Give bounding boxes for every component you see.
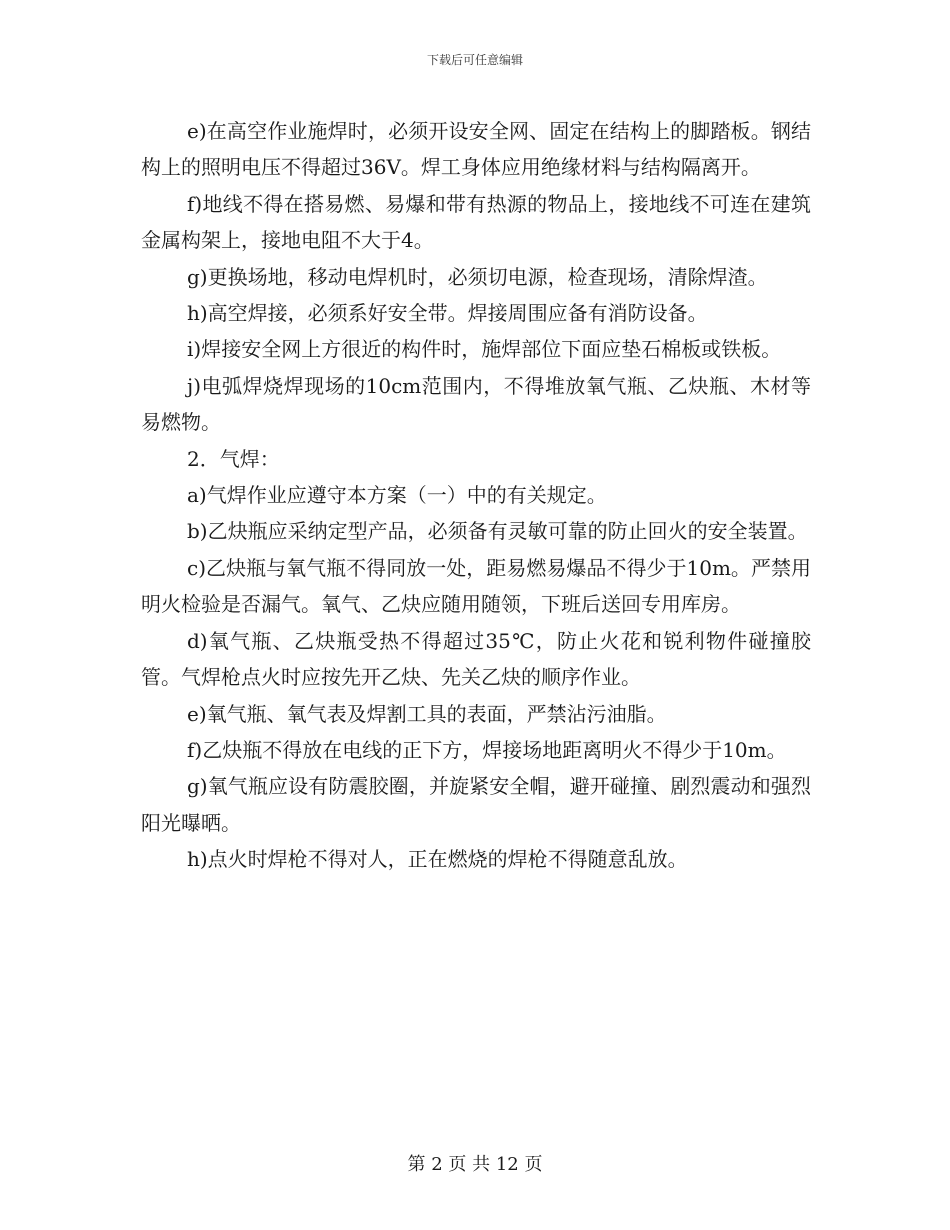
- paragraph-e-oil-grease: e)氧气瓶、氧气表及焊割工具的表面，严禁沾污油脂。: [187, 701, 667, 726]
- paragraph-c-bottle-storage: c)乙炔瓶与氧气瓶不得同放一处，距易燃易爆品不得少于10m。严禁用明火检验是否漏气。氧气、乙炔应随用随领，下班后送回专用库房。: [141, 555, 811, 617]
- paragraph-b-acetylene-bottle: b)乙炔瓶应采纳定型产品，必须备有灵敏可靠的防止回火的安全装置。: [187, 519, 808, 544]
- paragraph-a-gas-welding-rules: a)气焊作业应遵守本方案（一）中的有关规定。: [187, 483, 607, 508]
- paragraph-g-change-site: g)更换场地，移动电焊机时，必须切电源，检查现场，清除焊渣。: [187, 264, 768, 289]
- paragraph-h-safety-belt: h)高空焊接，必须系好安全带。焊接周围应备有消防设备。: [187, 301, 708, 326]
- document-body: [141, 113, 811, 878]
- paragraph-g-shock-ring: g)氧气瓶应设有防震胶圈，并旋紧安全帽，避开碰撞、剧烈震动和强烈阳光曝晒。: [141, 774, 811, 835]
- paragraph-h-torch-ignition: h)点火时焊枪不得对人，正在燃烧的焊枪不得随意乱放。: [187, 847, 688, 872]
- section-heading-gas-welding: 2．气焊：: [187, 446, 280, 471]
- paragraph-e-high-altitude-welding: e)在高空作业施焊时，必须开设安全网、固定在结构上的脚踏板。钢结构上的照明电压不得超过36V。焊工身体应用绝缘材料与结构隔离开。: [141, 119, 811, 180]
- paragraph-f-bottle-placement: f)乙炔瓶不得放在电线的正下方，焊接场地距离明火不得少于10m。: [187, 737, 787, 762]
- paragraph-f-ground-wire: f)地线不得在搭易燃、易爆和带有热源的物品上，接地线不可连在建筑金属构架上，接地电阻不大于4。: [141, 191, 811, 253]
- paragraph-j-arc-welding-site: j)电弧焊烧焊现场的10cm范围内，不得堆放氧气瓶、乙炔瓶、木材等易燃物。: [141, 373, 811, 435]
- paragraph-i-safety-net: i)焊接安全网上方很近的构件时，施焊部位下面应垫石棉板或铁板。: [187, 337, 782, 362]
- page-number-footer: 第 2 页 共 12 页: [407, 1154, 543, 1175]
- paragraph-d-heat-limit: d)氧气瓶、乙炔瓶受热不得超过35℃，防止火花和锐利物件碰撞胶管。气焊枪点火时应按先开乙炔、先关乙炔的顺序作业。: [141, 628, 811, 690]
- page-header: 下载后可任意编辑: [426, 53, 523, 67]
